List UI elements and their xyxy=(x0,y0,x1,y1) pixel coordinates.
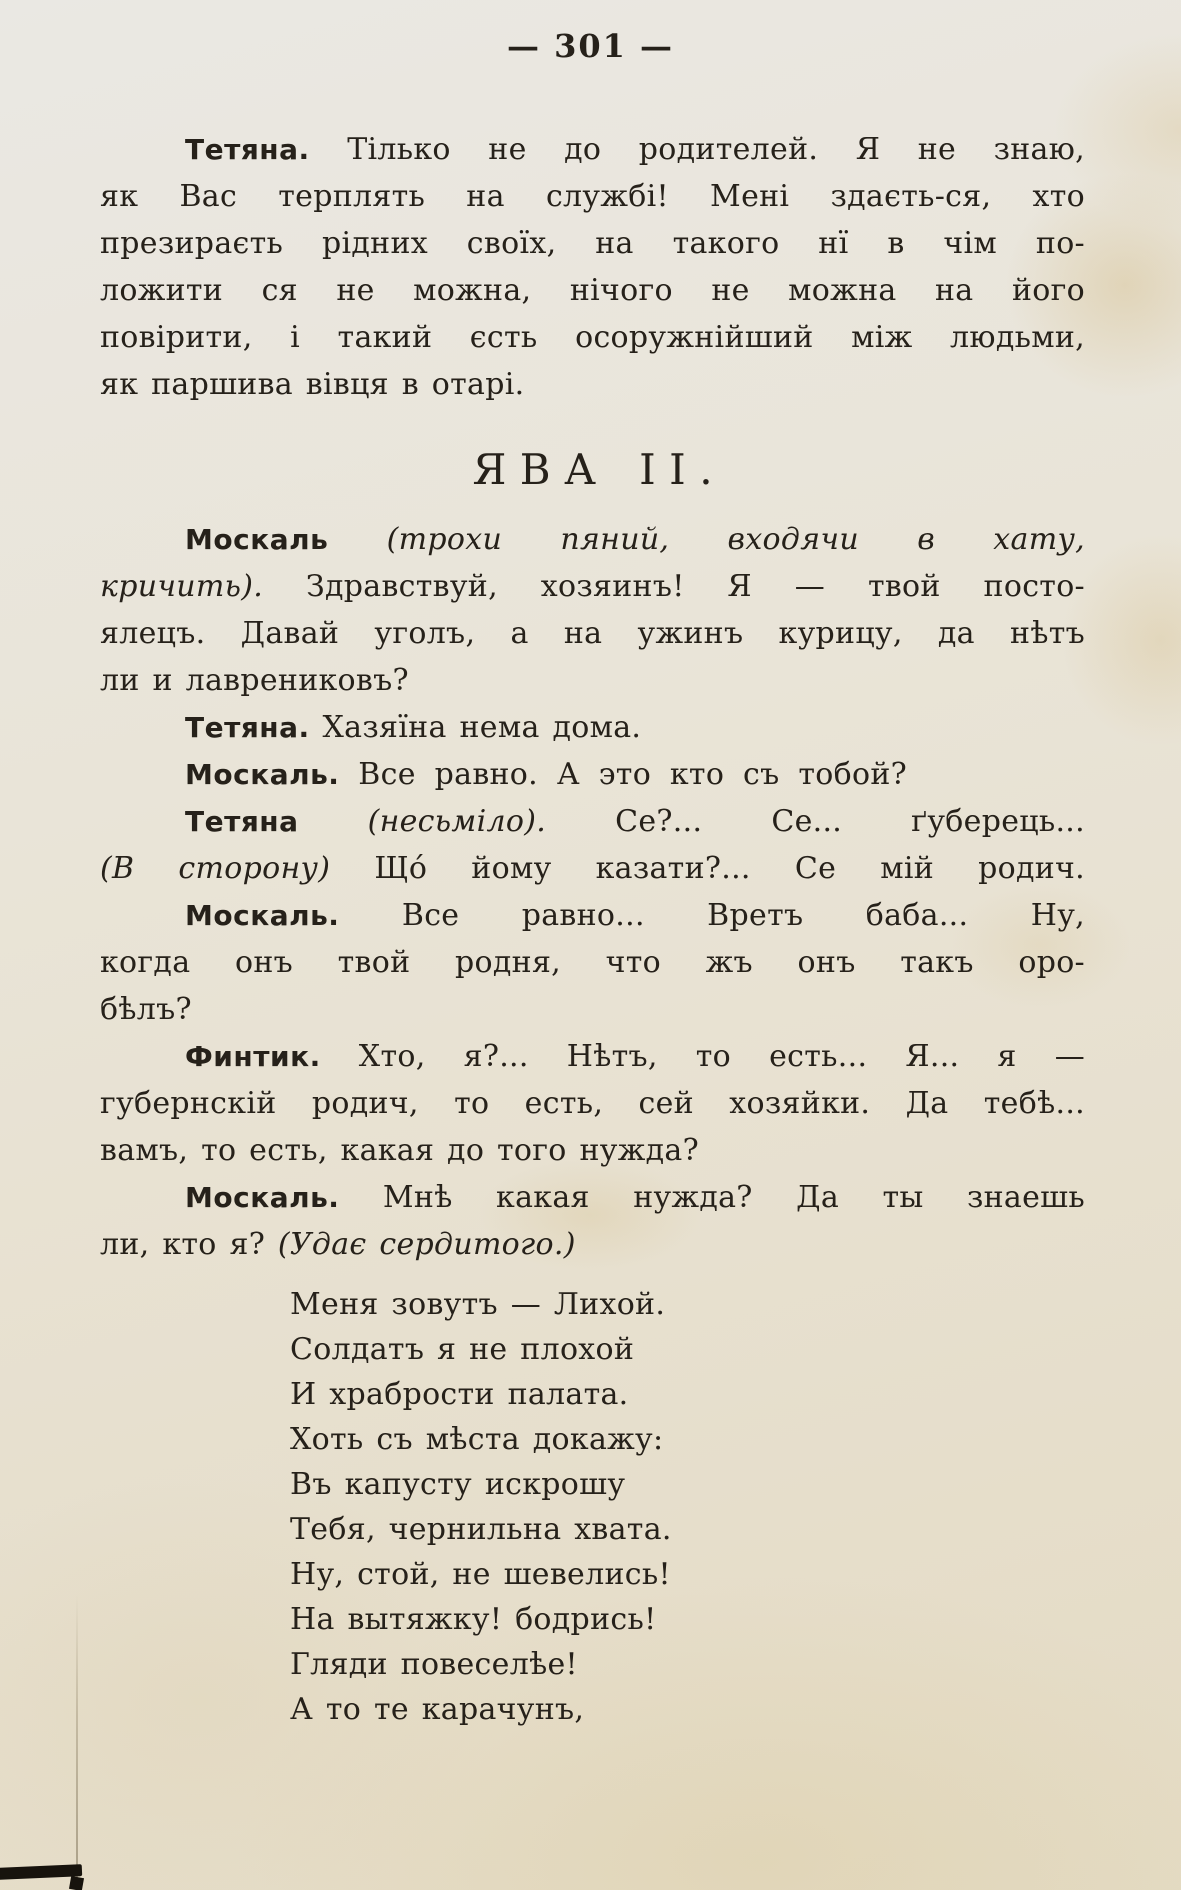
speaker-name: Тетяна. xyxy=(185,133,310,166)
verse-line: Гляди повеселѣе! xyxy=(290,1647,578,1682)
speaker-name: Тетяна xyxy=(185,805,299,838)
dialogue-text: повірити, і такий єсть осоружнійший між людьми, xyxy=(100,320,1085,355)
dialogue-text: губернскій родич, то есть, сей хозяйки. Да тебѣ... xyxy=(100,1086,1085,1121)
stage-direction: (трохи пяний, входячи в хату, xyxy=(328,522,1085,557)
dialogue-line xyxy=(100,751,1085,798)
verse-line: Меня зовутъ — Лихой. xyxy=(290,1287,666,1322)
stage-direction: кричить). xyxy=(100,569,264,604)
dialogue-line xyxy=(100,1221,1085,1268)
dialogue-line xyxy=(100,1080,1085,1127)
verse-block xyxy=(100,1282,1085,1732)
stage-direction: (Удає сердитого.) xyxy=(277,1227,576,1262)
dialogue-text: Хазяїна нема дома. xyxy=(309,710,642,745)
dialogue-text: бѣлъ? xyxy=(100,992,192,1027)
dialogue-line xyxy=(100,314,1085,361)
dialogue-text: як паршива вівця в отарі. xyxy=(100,367,525,402)
speaker-name: Финтик. xyxy=(185,1040,321,1073)
verse-line: Тебя, чернильна хвата. xyxy=(290,1512,672,1547)
dialogue-line xyxy=(100,986,1085,1033)
dialogue-line xyxy=(100,173,1085,220)
dialogue-text: ли и лаврениковъ? xyxy=(100,663,409,698)
dialogue-line xyxy=(100,516,1085,563)
scene-heading: ЯВА II. xyxy=(472,445,726,494)
verse-line: Солдатъ я не плохой xyxy=(290,1332,635,1367)
dialogue-text: Все равно... Вретъ баба... Ну, xyxy=(339,898,1085,933)
dialogue-line xyxy=(100,845,1085,892)
stage-direction: (несьміло). xyxy=(298,804,547,839)
stage-direction: (В сторону) xyxy=(100,851,331,886)
page-number: — 301 — xyxy=(506,27,675,65)
speaker-name: Москаль xyxy=(185,523,329,556)
dialogue-text: Здравствуй, хозяинъ! Я — твой посто- xyxy=(263,569,1085,604)
dialogue-text: Все равно. А это кто съ тобой? xyxy=(339,757,908,792)
dialogue-text: презираєть рідних своїх, на такого нї в чім по- xyxy=(100,226,1085,261)
verse-line: И храбрости палата. xyxy=(290,1377,629,1412)
speaker-name: Москаль. xyxy=(185,758,340,791)
dialogue-line xyxy=(100,939,1085,986)
dialogue-line xyxy=(100,361,1085,408)
verse-line: Хоть съ мѣста докажу: xyxy=(290,1422,664,1457)
dialogue-text: ли, кто я? xyxy=(100,1227,278,1262)
text-block xyxy=(100,126,1085,1732)
speaker-name: Москаль. xyxy=(185,899,340,932)
dialogue-line xyxy=(100,126,1085,173)
speaker-name: Москаль. xyxy=(185,1181,340,1214)
dialogue-line xyxy=(100,657,1085,704)
verse-line: Въ капусту искрошу xyxy=(290,1467,626,1502)
dialogue-line xyxy=(100,892,1085,939)
dialogue-text: ложити ся не можна, нічого не можна на його xyxy=(100,273,1085,308)
dialogue-line xyxy=(100,267,1085,314)
dialogue-line xyxy=(100,563,1085,610)
dialogue-line xyxy=(100,610,1085,657)
dialogue-line xyxy=(100,798,1085,845)
verse-line: А то те карачунъ, xyxy=(290,1692,585,1727)
page-crease xyxy=(76,1595,78,1890)
dialogue-text: ялецъ. Давай уголъ, а на ужинъ курицу, да нѣтъ xyxy=(100,616,1085,651)
dialogue-text: Щó йому казати?... Се мій родич. xyxy=(330,851,1086,886)
dialogue-text: Мнѣ какая нужда? Да ты знаешь xyxy=(339,1180,1085,1215)
dialogue-line xyxy=(100,1174,1085,1221)
dialogue-line xyxy=(100,220,1085,267)
scan-artifact-mark xyxy=(69,1876,84,1890)
verse-line: Ну, стой, не шевелись! xyxy=(290,1557,671,1592)
speaker-name: Тетяна. xyxy=(185,711,310,744)
dialogue-text: когда онъ твой родня, что жъ онъ такъ оро- xyxy=(100,945,1085,980)
dialogue-line xyxy=(100,1127,1085,1174)
dialogue-text: Се?... Се... ґуберець... xyxy=(546,804,1085,839)
dialogue-text: Хто, я?... Нѣтъ, то есть... Я... я — xyxy=(320,1039,1085,1074)
dialogue-text: як Вас терплять на службі! Мені здаєть-ся, хто xyxy=(100,179,1085,214)
verse-line: На вытяжку! бодрись! xyxy=(290,1602,657,1637)
dialogue-text: Тілько не до родителей. Я не знаю, xyxy=(309,132,1085,167)
dialogue-text: вамъ, то есть, какая до того нужда? xyxy=(100,1133,699,1168)
dialogue-line xyxy=(100,1033,1085,1080)
dialogue-line xyxy=(100,704,1085,751)
